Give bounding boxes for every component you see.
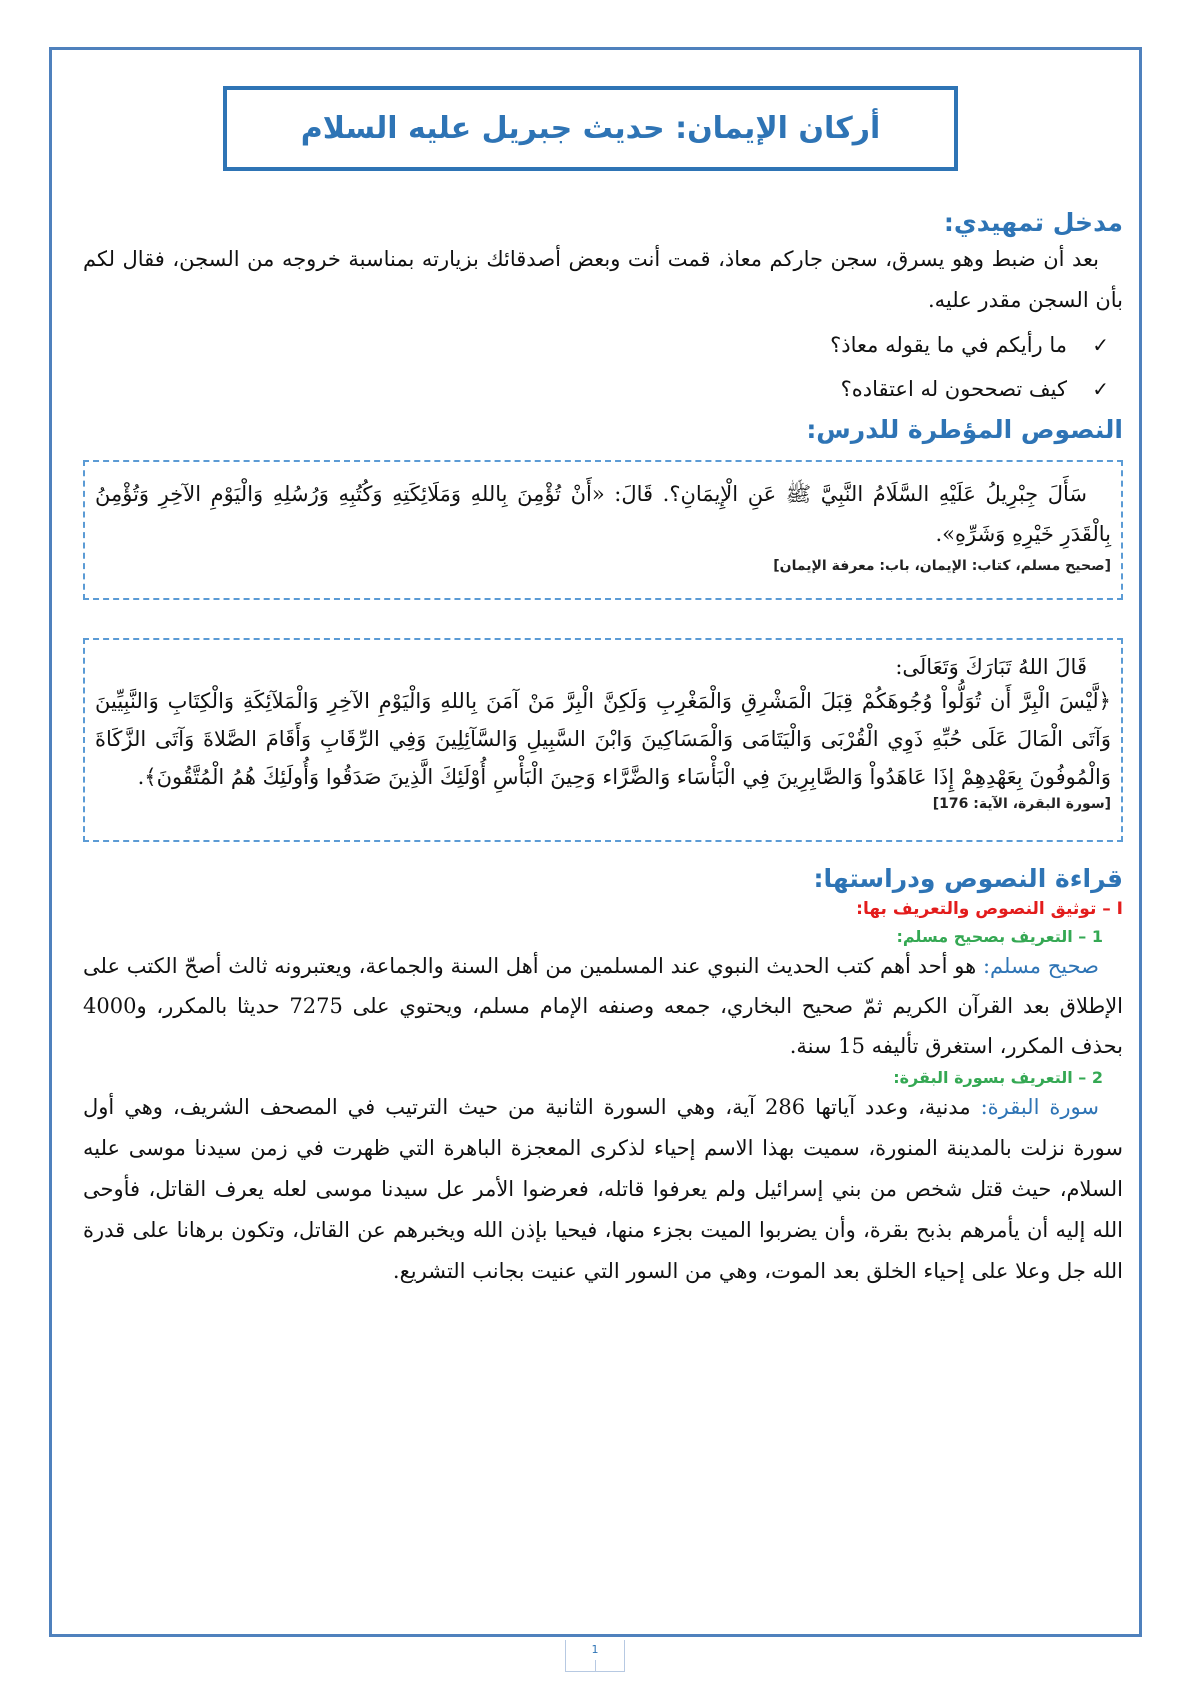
intro-paragraph: بعد أن ضبط وهو يسرق، سجن جاركم معاذ، قمت أنت وبعض أصدقائك بزيارته بمناسبة خروجه من السجن، فقال لكم بأن السجن مقدر عليه. xyxy=(83,247,1123,312)
hadith-box xyxy=(83,460,1123,600)
verse-box xyxy=(83,638,1123,842)
baqara-paragraph xyxy=(83,1087,1123,1292)
texts-heading: النصوص المؤطرة للدرس: xyxy=(806,415,1123,444)
verse-text: ﴿لَّيْسَ الْبِرَّ أَن تُوَلُّواْ وُجُوهَكُمْ قِبَلَ الْمَشْرِقِ وَالْمَغْرِبِ وَلَكِنَّ الْبِرَّ مَنْ آمَنَ بِاللهِ وَالْيَوْمِ الآخِرِ وَالْمَلآئِكَةِ وَالْكِتَابِ وَالنَّبِيِّينَ وَآتَى الْمَالَ عَلَى حُبِّهِ ذَوِي الْقُرْبَى وَالْيَتَامَى وَالْمَسَاكِينَ وَابْنَ السَّبِيلِ وَالسَّآئِلِينَ وَفِي الرِّقَابِ وَأَقَامَ الصَّلاةَ وَآتَى الزَّكَاةَ وَالْمُوفُونَ بِعَهْدِهِمْ إِذَا عَاهَدُواْ وَالصَّابِرِينَ فِي الْبَأْسَاء وَالضَّرَّاء وَحِينَ الْبَأْسِ أُوْلَئِكَ الَّذِينَ صَدَقُوا وَأُولَئِكَ هُمُ الْمُتَّقُونَ﴾. xyxy=(95,689,1111,789)
question-text: ما رأيكم في ما يقوله معاذ؟ xyxy=(830,333,1067,357)
baqara-text: مدنية، وعدد آياتها 286 آية، وهي السورة الثانية من حيث الترتيب في المصحف الشريف، وهي أول سورة نزلت بالمدينة المنورة، سميت بهذا الاسم إحياء لذكرى المعجزة الباهرة التي ظهرت في زمن سيدنا موسى عليه السلام، حيث قتل شخص من بني إسرائيل ولم يعرفوا قاتله، فعرضوا الأمر عل سيدنا موسى لعله يعرف القاتل، فأوحى الله إليه أن يأمرهم بذبح بقرة، وأن يضربوا الميت بجزء منها، فيحيا بإذن الله ويخبرهم عن القاتل، وتكون برهانا على قدرة الله جل وعلا على إحياء الخلق بعد الموت، وهي من السور التي عنيت بجانب التشريع. xyxy=(83,1095,1123,1283)
baqara-lead: سورة البقرة: xyxy=(980,1095,1099,1119)
verse-intro: قَالَ اللهُ تَبَارَكَ وَتَعَالَى: xyxy=(895,655,1087,679)
muslim-text: هو أحد أهم كتب الحديث النبوي عند المسلمين من أهل السنة والجماعة، ويعتبرونه ثالث أصحّ الكتب على الإطلاق بعد القرآن الكريم ثمّ صحيح البخاري، جمعه وصنفه الإمام مسلم، ويحتوي على 7275 حديثا بالمكرر، و4000 بحذف المكرر، استغرق تأليفه 15 سنة. xyxy=(83,954,1123,1058)
title-box xyxy=(223,86,958,171)
page-title: أركان الإيمان: حديث جبريل عليه السلام xyxy=(300,111,881,146)
subsection-baqara: 2 – التعريف بسورة البقرة: xyxy=(893,1068,1103,1087)
hadith-reference: [صحيح مسلم، كتاب: الإيمان، باب: معرفة الإيمان] xyxy=(773,558,1111,574)
reading-heading: قراءة النصوص ودراستها: xyxy=(813,864,1123,893)
check-icon: ✓ xyxy=(1092,333,1109,357)
muslim-paragraph xyxy=(83,946,1123,1066)
question-text: كيف تصححون له اعتقاده؟ xyxy=(840,377,1067,401)
question-item xyxy=(83,367,1109,411)
subsection-muslim: 1 – التعريف بصحيح مسلم: xyxy=(896,927,1103,946)
question-list xyxy=(83,323,1123,411)
verse-reference: [سورة البقرة، الآية: 176] xyxy=(932,796,1111,812)
section-documentation: I – توثيق النصوص والتعريف بها: xyxy=(856,899,1123,919)
page-content xyxy=(83,208,1123,1292)
page-number: 1 xyxy=(565,1640,625,1672)
hadith-text: سَأَلَ جِبْرِيلُ عَلَيْهِ السَّلَامُ النَّبِيَّ ﷺ عَنِ الْإِيمَانِ؟. قَالَ: «أَنْ تُؤْمِنَ بِاللهِ وَمَلَائِكَتِهِ وَكُتُبِهِ وَرُسُلِهِ وَالْيَوْمِ الآخِرِ وَتُؤْمِنُ بِالْقَدَرِ خَيْرِهِ وَشَرِّهِ». xyxy=(95,482,1111,546)
muslim-lead: صحيح مسلم: xyxy=(982,954,1099,978)
question-item xyxy=(83,323,1109,367)
intro-heading: مدخل تمهيدي: xyxy=(943,208,1123,237)
check-icon: ✓ xyxy=(1092,377,1109,401)
